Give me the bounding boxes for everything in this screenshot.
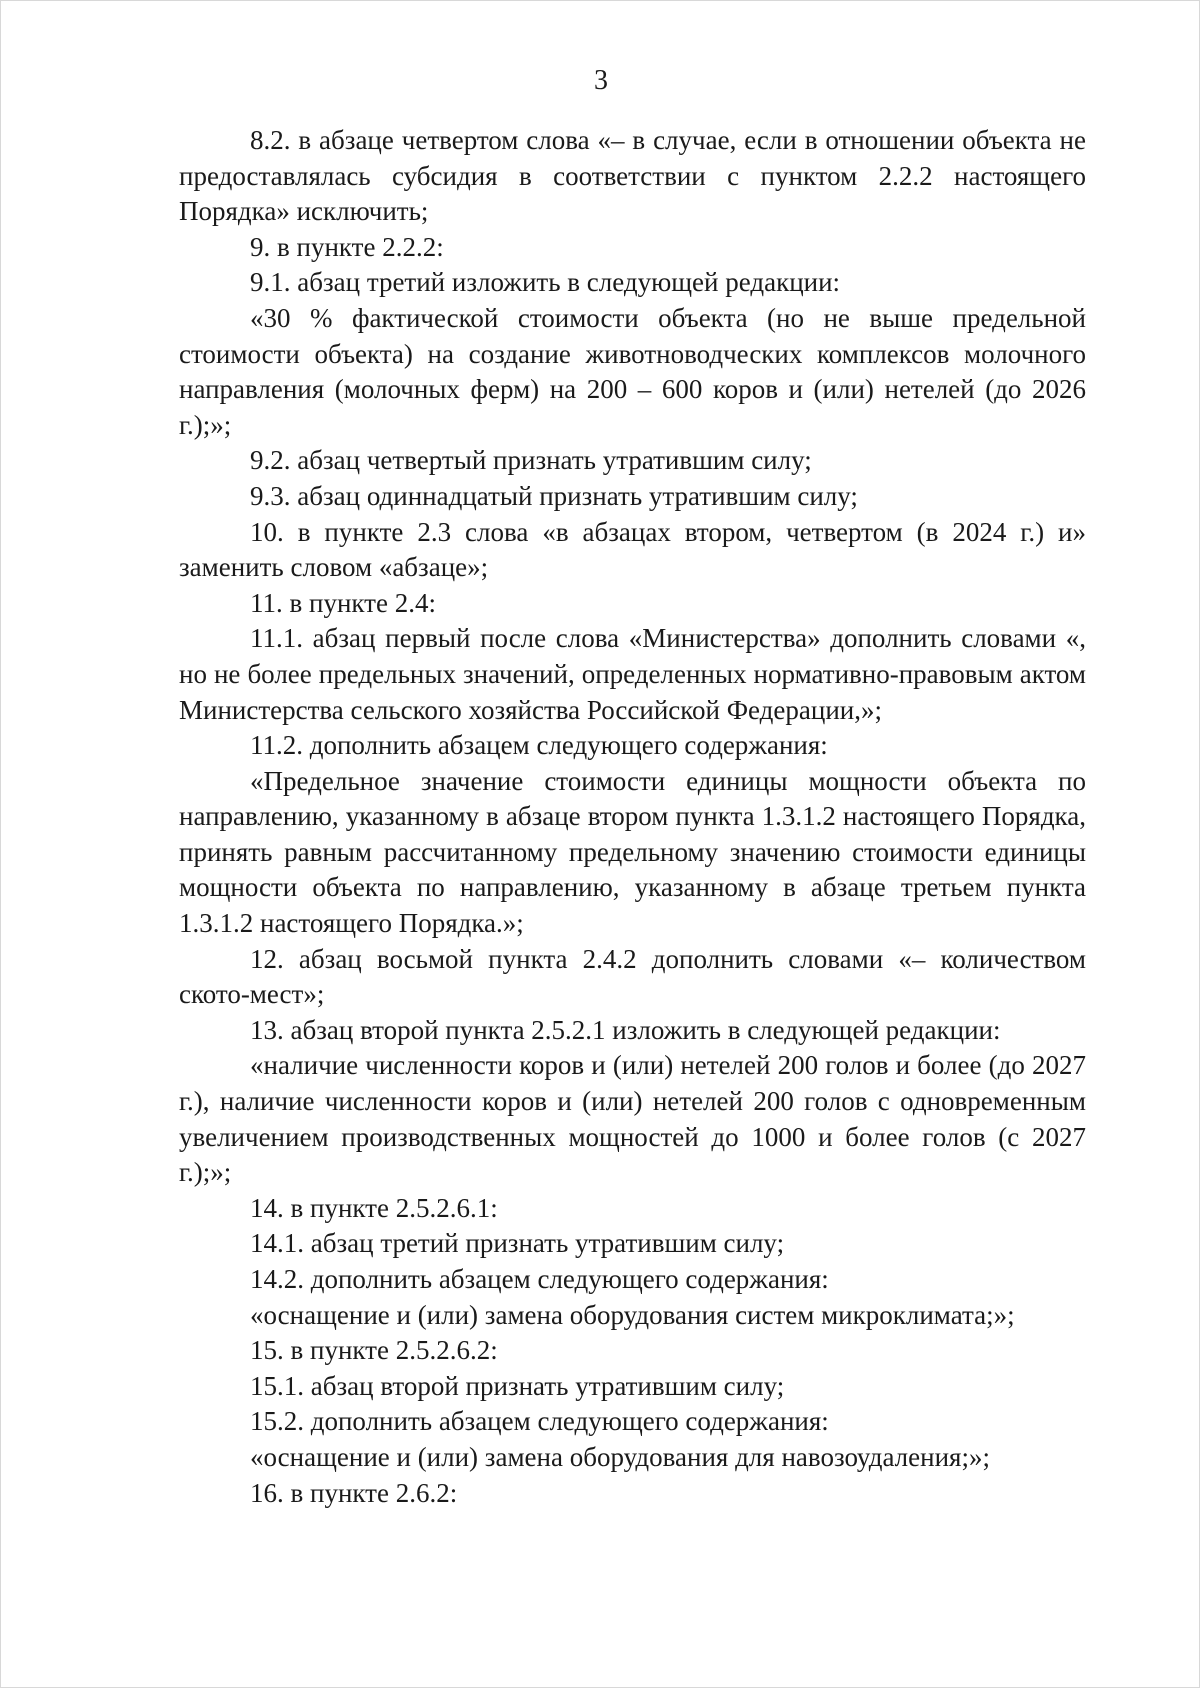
paragraph-12: 12. абзац восьмой пункта 2.4.2 дополнить словами «– количеством ското-мест»; [179, 943, 1086, 1010]
paragraph-15-1: 15.1. абзац второй признать утратившим силу; [250, 1370, 785, 1401]
paragraph-14: 14. в пункте 2.5.2.6.1: [250, 1192, 498, 1223]
paragraph-11-2: 11.2. дополнить абзацем следующего содержания: [250, 730, 828, 761]
paragraph-14-1: 14.1. абзац третий признать утратившим силу; [250, 1228, 785, 1259]
paragraph-13-quote: «наличие численности коров и (или) нетелей 200 голов и более (до 2027 г.), наличие численности коров и (или) нетелей 200 голов с одновременным увеличением производственных мощностей до 1000 и более голов (с 2027 г.);»; [179, 1050, 1086, 1188]
paragraph-13: 13. абзац второй пункта 2.5.2.1 изложить в следующей редакции: [250, 1014, 1001, 1045]
paragraph-8-2: 8.2. в абзаце четвертом слова «– в случае, если в отношении объекта не предоставлялась субсидия в соответствии с пунктом 2.2.2 настоящего Порядка» исключить; [179, 125, 1086, 227]
page-number: 3 [594, 65, 608, 96]
paragraph-14-2-quote: «оснащение и (или) замена оборудования систем микроклимата;»; [250, 1299, 1015, 1330]
paragraph-15-2: 15.2. дополнить абзацем следующего содержания: [250, 1406, 829, 1437]
paragraph-10: 10. в пункте 2.3 слова «в абзацах втором, четвертом (в 2024 г.) и» заменить словом «абзаце»; [179, 516, 1086, 583]
paragraph-15: 15. в пункте 2.5.2.6.2: [250, 1335, 498, 1366]
paragraph-11-2-quote: «Предельное значение стоимости единицы мощности объекта по направлению, указанному в абзаце втором пункта 1.3.1.2 настоящего Порядка, принять равным рассчитанному предельному значению стоимости единицы мощности объекта по направлению, указанному в абзаце третьем пункта 1.3.1.2 настоящего Порядка.»; [179, 765, 1086, 939]
paragraph-11: 11. в пункте 2.4: [250, 587, 436, 618]
paragraph-9-2: 9.2. абзац четвертый признать утратившим силу; [250, 445, 812, 476]
paragraph-9-1-quote: «30 % фактической стоимости объекта (но не выше предельной стоимости объекта) на создание животноводческих комплексов молочного направления (молочных ферм) на 200 – 600 коров и (или) нетелей (до 2026 г.);»; [179, 302, 1086, 440]
paragraph-15-2-quote: «оснащение и (или) замена оборудования для навозоудаления;»; [250, 1441, 990, 1472]
paragraph-9: 9. в пункте 2.2.2: [250, 231, 444, 262]
paragraph-9-1: 9.1. абзац третий изложить в следующей редакции: [250, 267, 841, 298]
document-body [179, 123, 1086, 1511]
paragraph-11-1: 11.1. абзац первый после слова «Министерства» дополнить словами «, но не более предельных значений, определенных нормативно-правовым актом Министерства сельского хозяйства Российской Федерации,»; [179, 623, 1086, 725]
paragraph-16: 16. в пункте 2.6.2: [250, 1477, 458, 1508]
paragraph-14-2: 14.2. дополнить абзацем следующего содержания: [250, 1264, 829, 1294]
paragraph-9-3: 9.3. абзац одиннадцатый признать утратившим силу; [250, 480, 858, 511]
